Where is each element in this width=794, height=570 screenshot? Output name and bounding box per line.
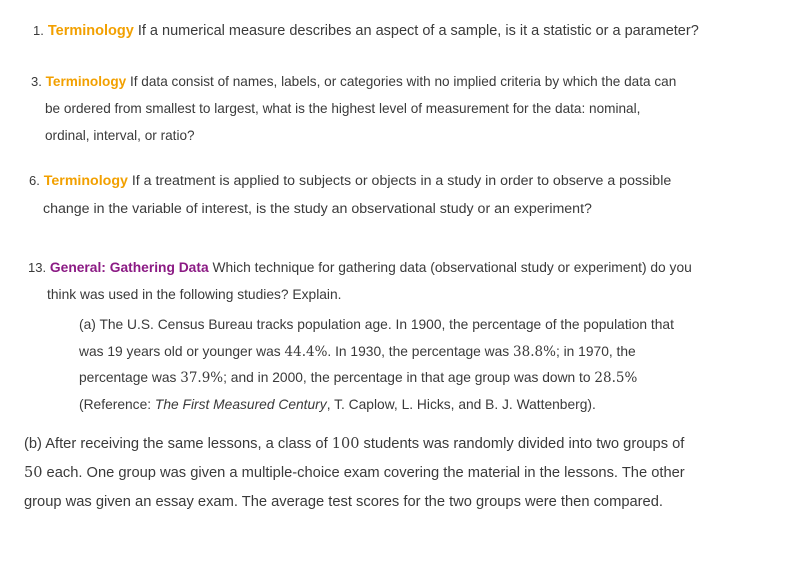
percentage-2000: 28.5% bbox=[594, 370, 638, 386]
problem-text-line: Which technique for gathering data (observational study or experiment) do you bbox=[208, 260, 692, 275]
problem-text-line: If a treatment is applied to subjects or objects in a study in order to observe a possible bbox=[127, 173, 672, 189]
problem-topic: Terminology bbox=[47, 23, 134, 39]
problem-number: 6. bbox=[29, 173, 40, 188]
problem-text-line: If data consist of names, labels, or categories with no implied criteria by which the data can bbox=[126, 74, 677, 89]
part-a-text: percentage was bbox=[79, 370, 181, 385]
problem-6 bbox=[29, 167, 671, 223]
problem-3 bbox=[31, 68, 676, 149]
percentage-1970: 37.9% bbox=[180, 370, 224, 386]
part-a-line: (a) The U.S. Census Bureau tracks population age. In 1900, the percentage of the population that bbox=[79, 317, 674, 332]
problem-text-line: be ordered from smallest to largest, what is the highest level of measurement for the data: nominal, bbox=[45, 101, 641, 116]
problem-text-line: change in the variable of interest, is the study an observational study or an experiment? bbox=[43, 201, 592, 217]
part-a-text: (Reference: bbox=[79, 396, 155, 412]
problem-1 bbox=[33, 23, 699, 39]
problem-topic: General: Gathering Data bbox=[49, 260, 209, 275]
part-a-text: . In 1930, the percentage was bbox=[327, 343, 514, 359]
part-a-text: was 19 years old or younger was bbox=[79, 343, 285, 359]
part-b-text: (b) After receiving the same lessons, a class of bbox=[24, 436, 332, 452]
group-size: 50 bbox=[24, 465, 43, 481]
part-b-text: students was randomly divided into two groups of bbox=[359, 436, 685, 452]
class-size: 100 bbox=[331, 436, 360, 452]
reference-title: The First Measured Century bbox=[154, 396, 327, 412]
part-b-line: group was given an essay exam. The average test scores for the two groups were then compared. bbox=[24, 494, 663, 510]
problem-13 bbox=[28, 254, 692, 308]
part-a-text: , T. Caplow, L. Hicks, and B. J. Wattenberg). bbox=[326, 396, 596, 412]
part-b-text: each. One group was given a multiple-choice exam covering the material in the lessons. The other bbox=[42, 465, 685, 481]
part-a-text: ; in 1970, the bbox=[555, 343, 636, 359]
problem-13-part-b bbox=[24, 430, 685, 517]
problem-topic: Terminology bbox=[43, 173, 128, 189]
problem-number: 3. bbox=[31, 74, 42, 89]
part-a-text: ; and in 2000, the percentage in that age group was down to bbox=[223, 370, 595, 385]
problem-13-part-a bbox=[79, 312, 674, 418]
problem-text: If a numerical measure describes an aspect of a sample, is it a statistic or a parameter? bbox=[133, 23, 699, 39]
problem-text-line: think was used in the following studies? Explain. bbox=[47, 287, 342, 302]
problem-number: 13. bbox=[28, 260, 47, 275]
percentage-1930: 38.8% bbox=[513, 343, 556, 360]
problem-text-line: ordinal, interval, or ratio? bbox=[45, 128, 195, 143]
problem-number: 1. bbox=[33, 23, 44, 38]
percentage-1900: 44.4% bbox=[284, 343, 328, 360]
problem-topic: Terminology bbox=[45, 74, 127, 89]
